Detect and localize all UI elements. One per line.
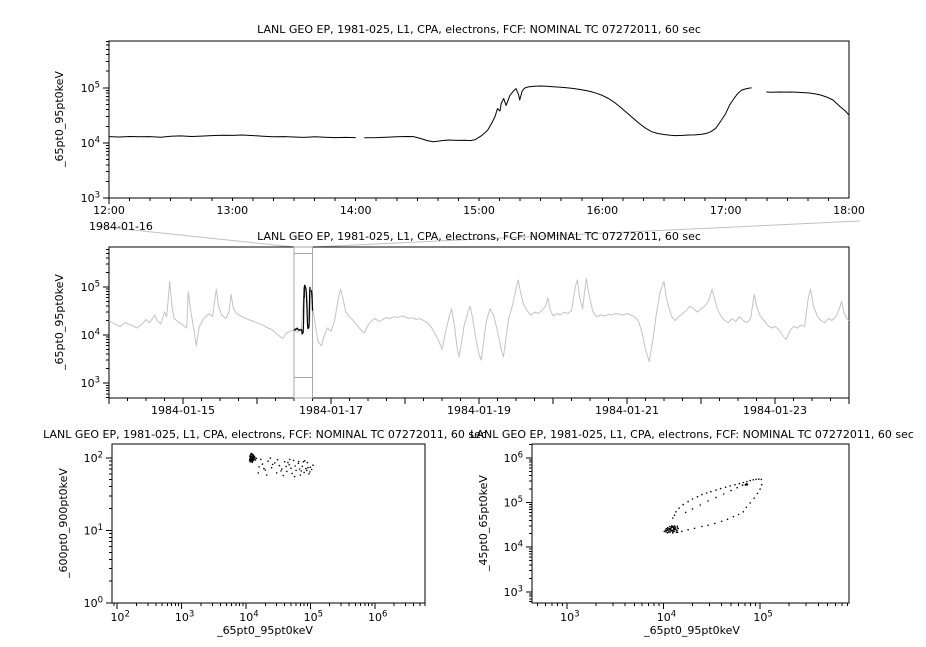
svg-text:105: $10^5$ bbox=[80, 279, 100, 294]
svg-text:105: $10^5$ bbox=[503, 495, 523, 510]
context-y-axis-label: _65pt0_95pt0keV bbox=[53, 274, 66, 370]
top-series bbox=[364, 86, 751, 142]
svg-text:13:00: 13:00 bbox=[216, 204, 249, 217]
svg-text:103: $10^3$ bbox=[560, 609, 580, 624]
svg-text:104: $10^4$ bbox=[503, 539, 523, 555]
svg-text:16:00: 16:00 bbox=[586, 204, 619, 217]
top-plot-area[interactable] bbox=[109, 41, 849, 198]
svg-text:103: $10^3$ bbox=[503, 584, 523, 599]
context-highlight-series bbox=[294, 328, 300, 330]
svg-text:12:00: 12:00 bbox=[93, 204, 125, 217]
svg-text:1984-01-15: 1984-01-15 bbox=[151, 404, 215, 417]
svg-text:1984-01-23: 1984-01-23 bbox=[743, 404, 807, 417]
bottom-left-y-axis-label: _600pt0_900pt0keV bbox=[57, 468, 70, 578]
bottom_left-plot-area[interactable] bbox=[112, 444, 425, 603]
svg-text:106: $10^6$ bbox=[503, 450, 523, 465]
svg-text:104: $10^4$ bbox=[80, 135, 100, 150]
svg-text:105: $10^5$ bbox=[80, 80, 100, 95]
svg-text:104: $10^4$ bbox=[656, 609, 677, 624]
bottom-right-x-axis-label: _65pt0_95pt0keV bbox=[644, 624, 740, 637]
svg-text:1984-01-21: 1984-01-21 bbox=[595, 404, 659, 417]
svg-text:100: $10^0$ bbox=[83, 595, 103, 610]
context-plot-area[interactable] bbox=[109, 247, 849, 398]
plot-graphics bbox=[81, 41, 865, 624]
svg-text:106: $10^6$ bbox=[368, 609, 388, 624]
top-series bbox=[766, 92, 849, 115]
top-panel-title: LANL GEO EP, 1981-025, L1, CPA, electrons, FCF: NOMINAL TC 07272011, 60 sec bbox=[257, 23, 701, 36]
svg-text:105: $10^5$ bbox=[753, 609, 773, 624]
svg-text:14:00: 14:00 bbox=[339, 204, 372, 217]
svg-text:104: $10^4$ bbox=[80, 327, 100, 343]
svg-text:105: $10^5$ bbox=[303, 609, 324, 624]
top-series bbox=[109, 135, 356, 138]
svg-text:101: $10^1$ bbox=[83, 522, 103, 538]
bottom-right-y-axis-label: _45pt0_65pt0keV bbox=[477, 475, 490, 571]
context-panel-title: LANL GEO EP, 1981-025, L1, CPA, electrons, FCF: NOMINAL TC 07272011, 60 sec bbox=[257, 230, 701, 243]
context-series bbox=[109, 278, 849, 361]
top-y-axis-label: _65pt0_95pt0keV bbox=[53, 71, 66, 167]
svg-text:103: $10^3$ bbox=[80, 190, 100, 205]
svg-text:17:00: 17:00 bbox=[709, 204, 742, 217]
bottom-left-x-axis-label: _65pt0_95pt0keV bbox=[217, 624, 313, 637]
svg-text:103: $10^3$ bbox=[174, 609, 195, 624]
svg-text:102: $10^2$ bbox=[83, 450, 103, 465]
bottom-left-panel-title: LANL GEO EP, 1981-025, L1, CPA, electrons, FCF: NOMINAL TC 07272011, 60 sec bbox=[43, 428, 487, 441]
bottom-right-panel-title: LANL GEO EP, 1981-025, L1, CPA, electrons, FCF: NOMINAL TC 07272011, 60 sec bbox=[470, 428, 914, 441]
svg-text:1984-01-19: 1984-01-19 bbox=[447, 404, 511, 417]
top-x-axis-date-label: 1984-01-16 bbox=[89, 220, 153, 233]
svg-text:1984-01-17: 1984-01-17 bbox=[299, 404, 363, 417]
bottom_right-plot-area[interactable] bbox=[532, 444, 849, 603]
svg-text:15:00: 15:00 bbox=[463, 204, 495, 217]
svg-text:18:00: 18:00 bbox=[833, 204, 865, 217]
svg-text:104: $10^4$ bbox=[239, 609, 259, 624]
svg-text:103: $10^3$ bbox=[80, 375, 100, 391]
svg-text:102: $10^2$ bbox=[110, 609, 130, 624]
